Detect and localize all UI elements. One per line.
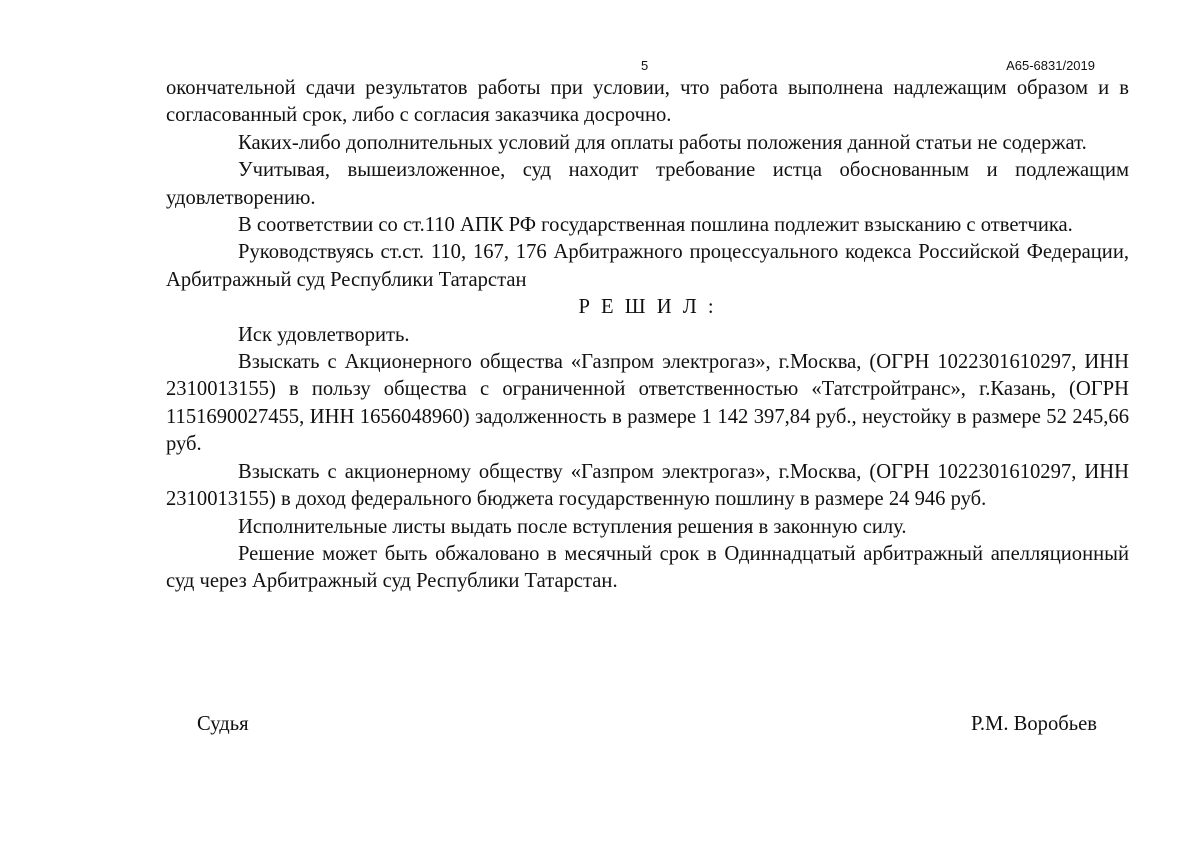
signature-block <box>0 709 1182 739</box>
paragraph-recover-debt: Взыскать с Акционерного общества «Газпром электрогаз», г.Москва, (ОГРН 1022301610297, ИНН 2310013155) в пользу общества с ограниченной ответственностью «Татстройтранс», г.Казань, (ОГРН 1151690027455, ИНН 1656048960) задолженность в размере 1 142 397,84 руб., неустойку в размере 52 245,66 руб. <box>166 351 1129 456</box>
paragraph-appeal: Решение может быть обжаловано в месячный срок в Одиннадцатый арбитражный апелляционный суд через Арбитражный суд Республики Татарстан. <box>166 542 1129 593</box>
paragraph-recover-duty: Взыскать с акционерному обществу «Газпром электрогаз», г.Москва, (ОГРН 1022301610297, ИНН 2310013155) в доход федерального бюджета государственную пошлину в размере 24 946 руб. <box>166 460 1129 511</box>
judge-name: Р.М. Воробьев <box>971 713 1097 735</box>
document-body <box>166 75 1129 596</box>
paragraph-claim-justified: Учитывая, вышеизложенное, суд находит требование истца обоснованным и подлежащим удовлетворению. <box>166 159 1129 209</box>
page-number: 5 <box>641 58 649 73</box>
page-header <box>0 57 1182 75</box>
paragraph-continuation: окончательной сдачи результатов работы при условии, что работа выполнена надлежащим образом и в согласованный срок, либо с согласия заказчика досрочно. <box>166 77 1129 127</box>
paragraph-no-conditions: Каких-либо дополнительных условий для оплаты работы положения данной статьи не содержат. <box>238 131 1087 154</box>
paragraph-guided-by: Руководствуясь ст.ст. 110, 167, 176 Арбитражного процессуального кодекса Российской Федерации, Арбитражный суд Республики Татарстан <box>166 241 1129 291</box>
paragraph-claim-granted: Иск удовлетворить. <box>238 323 410 346</box>
paragraph-state-duty: В соответствии со ст.110 АПК РФ государственная пошлина подлежит взысканию с ответчика. <box>238 214 1073 237</box>
signature-title: Судья <box>197 713 249 735</box>
paragraph-writs: Исполнительные листы выдать после вступления решения в законную силу. <box>238 515 907 538</box>
case-number: А65-6831/2019 <box>1006 58 1095 73</box>
decision-heading: Р Е Ш И Л : <box>578 296 717 319</box>
